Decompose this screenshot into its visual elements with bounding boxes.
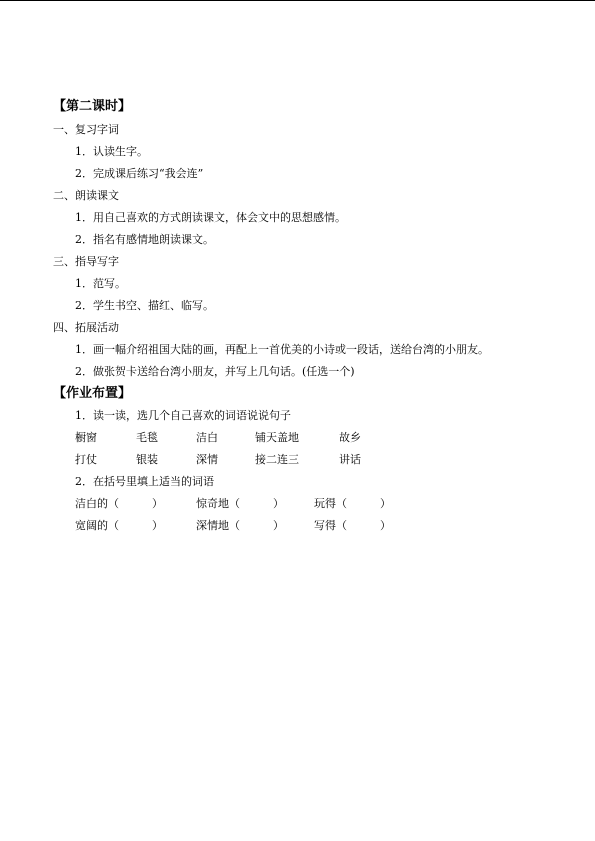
vocab-word: 打仗 <box>75 453 97 466</box>
list-item: 2．做张贺卡送给台湾小朋友，并写上几句话。(任选一个) <box>75 365 355 378</box>
list-item: 2．学生书空、描红、临写。 <box>75 299 214 312</box>
vocab-word: 深情 <box>196 453 218 466</box>
fill-blank-item: 写得（ ） <box>314 519 391 532</box>
list-item: 2．指名有感情地朗读课文。 <box>75 233 214 246</box>
homework-header: 【作业布置】 <box>53 386 132 401</box>
fill-blank-item: 宽阔的（ ） <box>75 519 163 532</box>
vocab-word: 接二连三 <box>255 453 299 466</box>
section-heading-review: 一、复习字词 <box>53 123 119 136</box>
lesson-header: 【第二课时】 <box>53 99 132 114</box>
list-item: 1．认读生字。 <box>75 145 148 158</box>
homework-task-1: 1．读一读，选几个自己喜欢的词语说说句子 <box>75 409 291 422</box>
fill-blank-item: 惊奇地（ ） <box>196 497 284 510</box>
homework-task-2: 2．在括号里填上适当的词语 <box>75 475 214 488</box>
section-heading-extension: 四、拓展活动 <box>53 321 119 334</box>
section-heading-writing: 三、指导写字 <box>53 255 119 268</box>
list-item: 2．完成课后练习“我会连” <box>75 167 204 180</box>
list-item: 1．范写。 <box>75 277 126 290</box>
list-item: 1．用自己喜欢的方式朗读课文，体会文中的思想感情。 <box>75 211 346 224</box>
list-item: 1．画一幅介绍祖国大陆的画，再配上一首优美的小诗或一段话，送给台湾的小朋友。 <box>75 343 489 356</box>
vocab-word: 橱窗 <box>75 431 97 444</box>
vocab-word: 毛毯 <box>136 431 158 444</box>
vocab-word: 洁白 <box>196 431 218 444</box>
vocab-word: 铺天盖地 <box>255 431 299 444</box>
fill-blank-item: 深情地（ ） <box>196 519 284 532</box>
fill-blank-item: 洁白的（ ） <box>75 497 163 510</box>
fill-blank-item: 玩得（ ） <box>314 497 391 510</box>
vocab-word: 讲话 <box>339 453 361 466</box>
section-heading-reading: 二、朗读课文 <box>53 189 119 202</box>
vocab-word: 银装 <box>136 453 158 466</box>
vocab-word: 故乡 <box>339 431 361 444</box>
